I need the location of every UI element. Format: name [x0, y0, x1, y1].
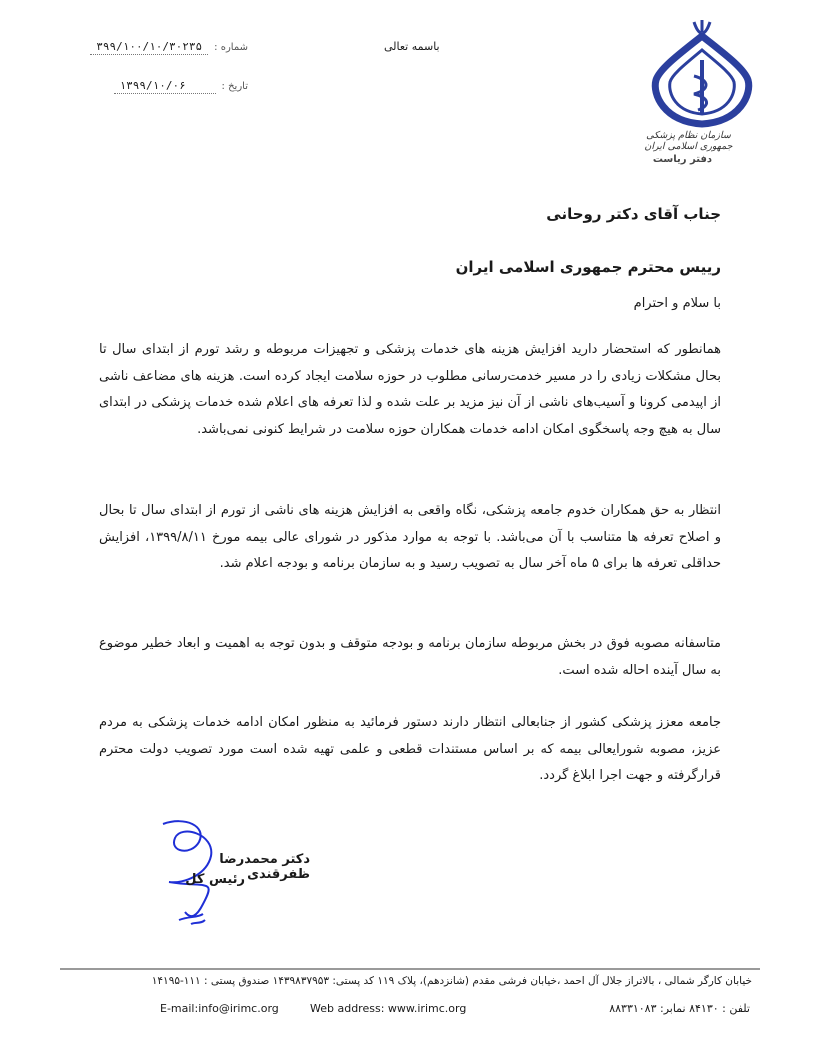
paragraph-1: همانطور که استحضار دارید افزایش هزینه های خدمات پزشکی و تجهیزات مربوطه و رشد تورم از ابتدای سال تا بحال مشکلات زیادی را در مسیر خدمت‌رسانی مطلوب در حوزه سلامت ایجاد کرده است. هزینه های مضاعف ناشی از اپیدمی کرونا و آسیب‌های ناشی از آن نیز مزید بر علت شده و لذا تعرفه های اعلام شده خدمات پزشکی در ابتدای سال به هیچ وجه پاسخگوی امکان ادامه خدمات همکاران حوزه سلامت در شرایط کنونی نمی‌باشد.: [99, 342, 721, 437]
letter-date: [88, 79, 248, 94]
footer-contacts: [160, 1002, 750, 1020]
footer-email: E-mail:info@irimc.org: [160, 1002, 279, 1015]
recipient-name: جناب آقای دکتر روحانی: [546, 205, 721, 223]
irimc-logo: [648, 18, 756, 128]
signatory-title: رئیس کل: [185, 872, 245, 887]
letter-date-value: ۱۳۹۹/۱۰/۰۶: [114, 79, 216, 94]
recipient-title: رییس محترم جمهوری اسلامی ایران: [455, 258, 721, 276]
greeting: با سلام و احترام: [633, 296, 721, 311]
letter-number: [88, 40, 248, 55]
invocation-text: باسمه تعالی: [384, 40, 440, 53]
paragraph-2: انتظار به حق همکاران خدوم جامعه پزشکی، نگاه واقعی به افزایش هزینه های ناشی از تورم از ابتدای سال تا بحال و اصلاح تعرفه ها متناسب با آن می‌باشد. با توجه به موارد مذکور در شورای عالی بیمه مورخ ۱۳۹۹/۸/۱۱، افزایش حداقلی تعرفه ها برای ۵ ماه آخر سال به تصویب رسید و به سازمان برنامه و بودجه اعلام شد.: [99, 503, 721, 571]
footer-address: خیابان کارگر شمالی ، بالاتراز جلال آل احمد ،خیابان فرشی مقدم (شانزدهم)، پلاک ۱۱۹ کد پستی: ۱۴۳۹۸۳۷۹۵۳ صندوق پستی : ۱۱۱-۱۴۱۹۵: [151, 975, 752, 987]
footer-divider: [60, 968, 760, 970]
office-name: دفتر ریاست: [652, 154, 712, 165]
letter-date-label: تاریخ :: [221, 81, 248, 92]
letter-number-value: ۳۹۹/۱۰۰/۱۰/۳۰۲۳۵: [90, 40, 208, 55]
footer-website: Web address: www.irimc.org: [310, 1002, 467, 1015]
organization-name: سازمان نظام پزشکی جمهوری اسلامی ایران: [644, 130, 733, 152]
letter-number-label: شماره :: [214, 42, 248, 53]
signatory-name: دکتر محمدرضا ظفرقندی: [219, 852, 310, 882]
paragraph-3: متاسفانه مصوبه فوق در بخش مربوطه سازمان برنامه و بودجه متوقف و بدون توجه به اهمیت و ابعاد خطیر موضوع به سال آینده احاله شده است.: [99, 636, 721, 678]
paragraph-4: جامعه معزز پزشکی کشور از جنابعالی انتظار دارند دستور فرمائید به منظور امکان ادامه خدمات پزشکی به مردم عزیز، مصوبه شورایعالی بیمه که بر اساس مستندات قطعی و علمی تهیه شده است مورد تصویب دولت محترم قرارگرفته و جهت اجرا ابلاغ گردد.: [99, 715, 721, 783]
footer-phone: تلفن : ۸۴۱۳۰ نمابر: ۸۸۳۳۱۰۸۳: [609, 1002, 750, 1015]
